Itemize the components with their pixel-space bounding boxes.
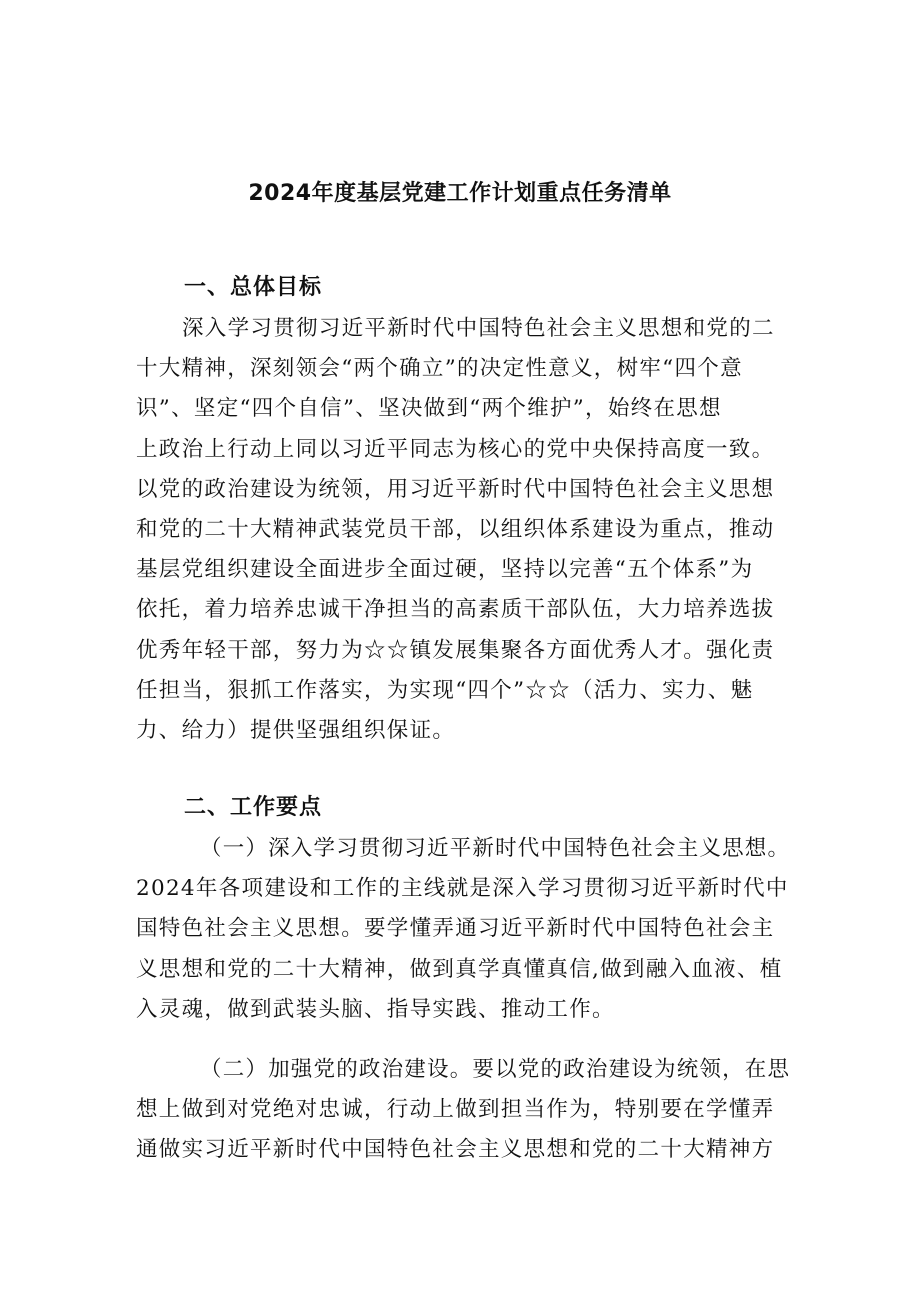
- text-line: 十大精神，深刻领会“两个确立”的决定性意义，树牢“四个意: [136, 356, 743, 382]
- text-line: 依托，着力培养忠诚干净担当的高素质干部队伍，大力培养选拔: [136, 597, 775, 623]
- text-line: 基层党组织建设全面进步全面过硬，坚持以完善“五个体系”为: [136, 557, 754, 583]
- text-line: 上政治上行动上同以习近平同志为核心的党中央保持高度一致。: [136, 436, 775, 462]
- text-line: 识”、坚定“四个自信”、坚决做到“两个维护”，始终在思想: [136, 396, 722, 422]
- text-line: 入灵魂，做到武装头脑、指导实践、推动工作。: [136, 996, 615, 1022]
- text-line: 义思想和党的二十大精神，做到真学真懂真信,做到融入血液、植: [136, 956, 783, 982]
- section-heading-work-points: 二、工作要点: [184, 795, 323, 820]
- document-title: 2024年度基层党建工作计划重点任务清单: [248, 181, 672, 206]
- text-line: 以党的政治建设为统领，用习近平新时代中国特色社会主义思想: [136, 476, 775, 502]
- paragraph-work-point-1: [136, 829, 791, 1030]
- text-line: 力、给力）提供坚强组织保证。: [136, 718, 456, 744]
- paragraph-work-point-2: [136, 1050, 791, 1171]
- text-line: 2024年各项建设和工作的主线就是深入学习贯彻习近平新时代中: [136, 876, 789, 902]
- text-line: 深入学习贯彻习近平新时代中国特色社会主义思想和党的二: [182, 316, 775, 341]
- text-line: 和党的二十大精神武装党员干部，以组织体系建设为重点，推动: [136, 517, 775, 543]
- section-heading-overall-goal: 一、总体目标: [184, 275, 323, 300]
- text-line: 国特色社会主义思想。要学懂弄通习近平新时代中国特色社会主: [136, 916, 775, 942]
- text-line: （二）加强党的政治建设。要以党的政治建设为统领，在思: [200, 1057, 791, 1082]
- text-line: 任担当，狠抓工作落实，为实现“四个”☆☆（活力、实力、魅: [136, 677, 754, 703]
- text-line: 想上做到对党绝对忠诚，行动上做到担当作为，特别要在学懂弄: [136, 1097, 775, 1123]
- text-line: 通做实习近平新时代中国特色社会主义思想和党的二十大精神方: [136, 1137, 775, 1163]
- text-line: （一）深入学习贯彻习近平新时代中国特色社会主义思想。: [200, 836, 791, 861]
- paragraph-overall-goal: [136, 309, 791, 751]
- text-line: 优秀年轻干部，努力为☆☆镇发展集聚各方面优秀人才。强化责: [136, 637, 775, 663]
